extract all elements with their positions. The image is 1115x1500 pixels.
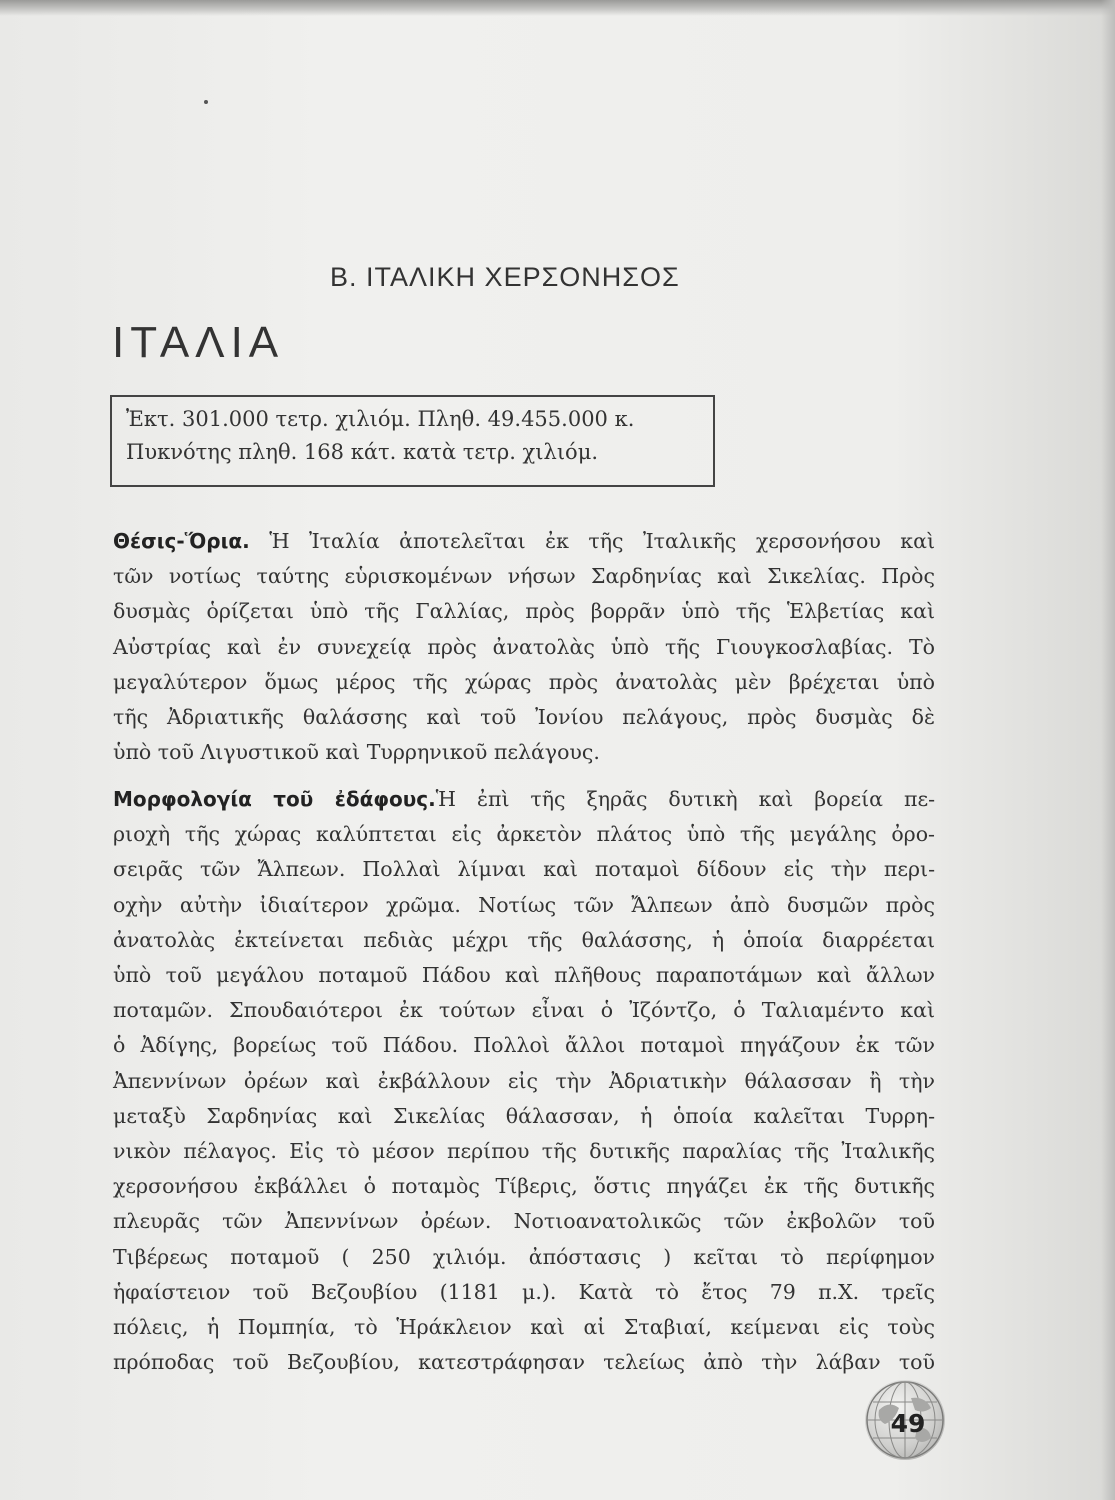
page-right-edge: [1101, 0, 1115, 1500]
paragraph-line: Ἀπεννίνων ὀρέων καὶ ἐκβάλλουν εἰς τὴν Ἀδριατικὴν θάλασσαν ἢ τὴν: [113, 1068, 935, 1093]
paragraph-line: δυσμὰς ὁρίζεται ὑπὸ τῆς Γαλλίας, πρὸς βορρᾶν ὑπὸ τῆς Ἑλβετίας καὶ: [113, 599, 935, 624]
paragraph-line: Μορφολογία τοῦ ἐδάφους.Ἡ ἐπὶ τῆς ξηρᾶς δυτικὴ καὶ βορεία πε-: [113, 787, 935, 811]
print-speck: [204, 100, 208, 104]
paragraph-line: σειρᾶς τῶν Ἄλπεων. Πολλαὶ λίμναι καὶ ποταμοὶ δίδουν εἰς τὴν περι-: [113, 857, 935, 882]
paragraph-line: χερσονήσου ἐκβάλλει ὁ ποταμὸς Τίβερις, ὅστις πηγάζει ἐκ τῆς δυτικῆς: [113, 1174, 935, 1199]
paragraph-line: πλευρᾶς τῶν Ἀπεννίνων ὀρέων. Νοτιοανατολικῶς τῶν ἐκβολῶν τοῦ: [113, 1209, 935, 1234]
paragraph-line: ὑπὸ τοῦ μεγάλου ποταμοῦ Πάδου καὶ πλῆθους παραποτάμων καὶ ἄλλων: [113, 963, 935, 988]
paragraph-line: ἡφαίστειον τοῦ Βεζουβίου (1181 μ.). Κατὰ τὸ ἔτος 79 π.Χ. τρεῖς: [113, 1279, 935, 1304]
stats-line-density: Πυκνότης πληθ. 168 κάτ. κατὰ τετρ. χιλιόμ.: [126, 440, 599, 464]
paragraph-line: οχὴν αὐτὴν ἰδιαίτερον χρῶμα. Νοτίως τῶν Ἄλπεων ἀπὸ δυσμῶν πρὸς: [113, 892, 935, 917]
page-top-edge: [0, 0, 1115, 16]
stats-box: [110, 395, 715, 487]
paragraph-position-borders: [113, 524, 935, 770]
paragraph-line: Αὐστρίας καὶ ἐν συνεχείᾳ πρὸς ἀνατολὰς ὑπὸ τῆς Γιουγκοσλαβίας. Τὸ: [113, 634, 935, 659]
country-title: ΙΤΑΛΙΑ: [112, 318, 285, 367]
paragraph-line: ὁ Ἀδίγης, βορείως τοῦ Πάδου. Πολλοὶ ἄλλοι ποταμοὶ πηγάζουν ἐκ τῶν: [113, 1033, 935, 1058]
paragraph-line: ποταμῶν. Σπουδαιότεροι ἐκ τούτων εἶναι ὁ Ἰζόντζο, ὁ Ταλιαμέντο καὶ: [113, 998, 935, 1023]
paragraph-line: Θέσις-Ὅρια. Ἡ Ἰταλία ἀποτελεῖται ἐκ τῆς Ἰταλικῆς χερσονήσου καὶ: [113, 529, 935, 553]
paragraph-morphology: [113, 782, 935, 1380]
paragraph-line: τῶν νοτίως ταύτης εὑρισκομένων νήσων Σαρδηνίας καὶ Σικελίας. Πρὸς: [113, 564, 935, 589]
page-number: 49: [890, 1409, 926, 1438]
paragraph-line: ὑπὸ τοῦ Λιγυστικοῦ καὶ Τυρρηνικοῦ πελάγους.: [113, 740, 600, 765]
paragraph-line: πρόποδας τοῦ Βεζουβίου, κατεστράφησαν τελείως ἀπὸ τὴν λάβαν τοῦ: [113, 1350, 935, 1375]
paragraph-line: νικὸν πέλαγος. Εἰς τὸ μέσον περίπου τῆς δυτικῆς παραλίας τῆς Ἰταλικῆς: [113, 1139, 935, 1164]
paragraph-heading: Θέσις-Ὅρια.: [113, 529, 250, 553]
paragraph-line: Τιβέρεως ποταμοῦ ( 250 χιλιόμ. ἀπόστασις ) κεῖται τὸ περίφημον: [113, 1244, 935, 1269]
paragraph-line: τῆς Ἀδριατικῆς θαλάσσης καὶ τοῦ Ἰονίου πελάγους, πρὸς δυσμὰς δὲ: [113, 705, 935, 730]
paragraph-line: ριοχὴ τῆς χώρας καλύπτεται εἰς ἀρκετὸν πλάτος ὑπὸ τῆς μεγάλης ὀρο-: [113, 822, 935, 847]
paragraph-heading: Μορφολογία τοῦ ἐδάφους.: [113, 787, 436, 811]
section-heading: Β. ΙΤΑΛΙΚΗ ΧΕΡΣΟΝΗΣΟΣ: [330, 262, 680, 292]
paragraph-line: μεγαλύτερον ὅμως μέρος τῆς χώρας πρὸς ἀνατολὰς μὲν βρέχεται ὑπὸ: [113, 669, 935, 694]
paragraph-line: μεταξὺ Σαρδηνίας καὶ Σικελίας θάλασσαν, ἡ ὁποία καλεῖται Τυρρη-: [113, 1103, 935, 1128]
paragraph-line: πόλεις, ἡ Πομπηία, τὸ Ἡράκλειον καὶ αἱ Σταβιαί, κείμεναι εἰς τοὺς: [113, 1315, 935, 1340]
paragraph-line: ἀνατολὰς ἐκτείνεται πεδιὰς μέχρι τῆς θαλάσσης, ἡ ὁποία διαρρέεται: [113, 927, 935, 952]
stats-line-area: Ἐκτ. 301.000 τετρ. χιλιόμ. Πληθ. 49.455.000 κ.: [126, 407, 635, 431]
